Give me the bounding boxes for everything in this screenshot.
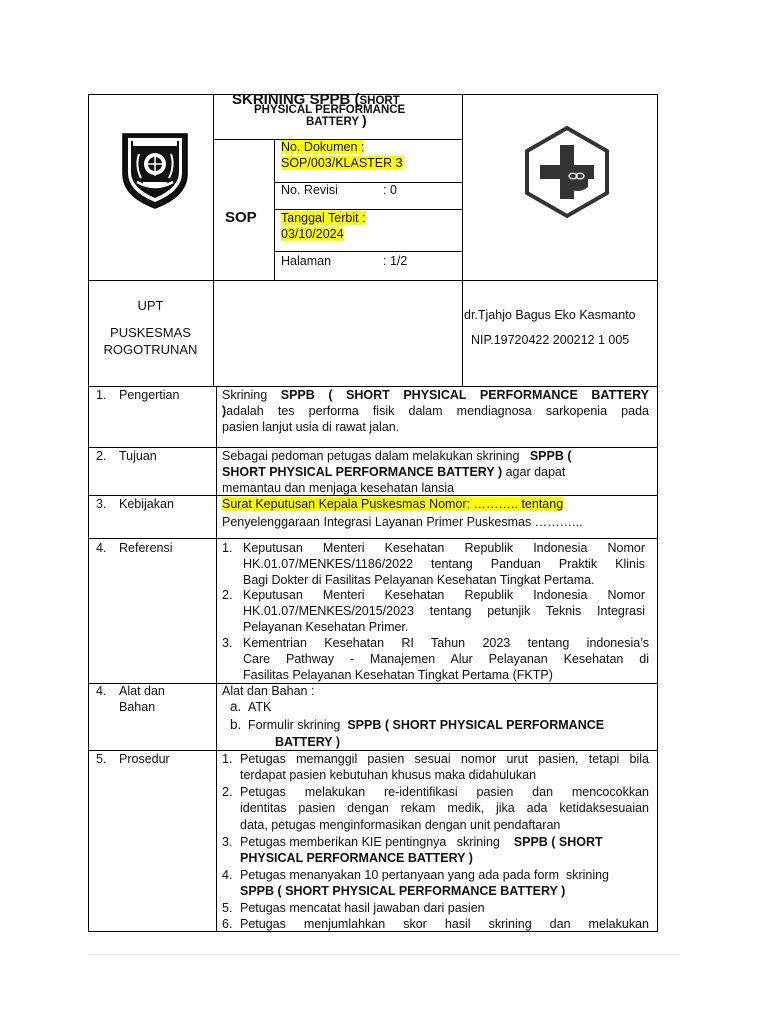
kebijakan-line1: Surat Keputusan Kepala Puskesmas Nomor: ……….. tentang (222, 497, 564, 511)
alat-item-a: ATK (248, 700, 272, 714)
regency-shield-emblem-icon (119, 130, 191, 210)
referensi-1-line1: Keputusan Menteri Kesehatan Republik Indonesia Nomor (243, 541, 645, 555)
tujuan-line1: Sebagai pedoman petugas dalam melakukan skrining SPPB ( (222, 449, 572, 463)
section-title-bahan: Bahan (119, 700, 156, 714)
alat-item-b: Formulir skrining SPPB ( SHORT PHYSICAL PERFORMANCE (248, 718, 605, 732)
section-title-tujuan: Tujuan (119, 449, 157, 463)
body-divider (216, 386, 217, 932)
signer-name: dr.Tjahjo Bagus Eko Kasmanto (464, 308, 636, 322)
alat-item-b-marker: b. (230, 717, 242, 732)
section-number: 1. (96, 388, 107, 402)
prosedur-4-line2: SPPB ( SHORT PHYSICAL PERFORMANCE BATTERY ) (240, 884, 566, 898)
section-number: 3. (96, 497, 107, 511)
list-item-marker: 5. (222, 901, 233, 915)
issue-date-value: 03/10/2024 (281, 227, 344, 241)
alat-item-a-marker: a. (230, 699, 242, 714)
referensi-2-line3: Pelayanan Kesehatan Primer. (243, 620, 409, 634)
list-item-marker: 2. (222, 785, 233, 799)
row4-bottom (88, 683, 658, 684)
section-title-kebijakan: Kebijakan (119, 497, 174, 511)
prosedur-3-line2: PHYSICAL PERFORMANCE BATTERY ) (240, 851, 473, 865)
puskesmas-name-line1: PUSKESMAS (110, 325, 191, 340)
kebijakan-line2: Penyelenggaraan Integrasi Layanan Primer Puskesmas ………... (222, 515, 583, 529)
header-divider-1 (213, 94, 214, 386)
referensi-2-line1: Keputusan Menteri Kesehatan Republik Indonesia Nomor (243, 588, 645, 602)
prosedur-1-line2: terdapat pasien kebutuhan khusus maka didahulukan (240, 768, 537, 782)
list-item-marker: 4. (222, 868, 233, 882)
prosedur-2-line2: identitas pasien dengan rekam medik, jika ada ketidaksesuaian (240, 801, 649, 815)
header-divider-2 (462, 94, 463, 386)
prosedur-3-line1: Petugas memberikan KIE pentingnya skrining SPPB ( SHORT (240, 835, 603, 849)
pengertian-line2: )adalah tes performa fisik dalam mendiagnosa sarkopenia pada (222, 404, 649, 418)
section-title-pengertian: Pengertian (119, 388, 180, 402)
page-label: Halaman (281, 254, 332, 268)
prosedur-2-line1: Petugas melakukan re-identifikasi pasien dan mencocokkan (240, 785, 649, 799)
puskesmas-cross-logo-icon (520, 125, 614, 219)
section-title-referensi: Referensi (119, 541, 173, 555)
section-number: 4. (96, 684, 107, 698)
table-border-left (88, 94, 89, 932)
referensi-2-line2: HK.01.07/MENKES/2015/2023 tentang petunjik Teknis Integrasi (243, 604, 645, 618)
prosedur-6-line1: Petugas menjumlahkan skor hasil skrining dan melakukan (240, 917, 649, 931)
list-item-marker: 3. (222, 636, 233, 650)
referensi-3-line2: Care Pathway - Manajemen Alur Pelayanan Kesehatan di (243, 652, 649, 666)
page-break-divider (88, 954, 680, 955)
list-item-marker: 1. (222, 752, 233, 766)
doc-title: SKRINING SPPB (SHORT (232, 91, 400, 108)
signer-nip: NIP.19720422 200212 1 005 (471, 333, 630, 347)
referensi-1-line3: Bagi Dokter di Fasilitas Pelayanan Kesehatan Tingkat Pertama. (243, 573, 595, 587)
pengertian-line1: Skrining SPPB ( SHORT PHYSICAL PERFORMANCE BATTERY (222, 388, 649, 402)
page-value: : 1/2 (383, 254, 408, 268)
row-terbit-underline (274, 251, 462, 252)
prosedur-2-line3: data, petugas menginformasikan dengan unit pendaftaran (240, 818, 561, 832)
prosedur-4-line1: Petugas menanyakan 10 pertanyaan yang ada pada form skrining (240, 868, 610, 882)
list-item-marker: 1. (222, 541, 233, 555)
list-item-marker: 2. (222, 588, 233, 602)
list-item-marker: 6. (222, 917, 233, 931)
table-border-right (657, 94, 658, 932)
tujuan-line2: SHORT PHYSICAL PERFORMANCE BATTERY ) agar dapat (222, 465, 566, 479)
section-number: 2. (96, 449, 107, 463)
upt-label: UPT (137, 298, 164, 313)
issue-date-label: Tanggal Terbit : (281, 211, 366, 225)
sop-label: SOP (225, 209, 257, 226)
referensi-3-line1: Kementrian Kesehatan RI Tahun 2023 tentang indonesia’s (243, 636, 649, 650)
section-title-prosedur: Prosedur (119, 752, 170, 766)
prosedur-1-line1: Petugas memanggil pasien sesuai nomor urut pasien, tetapi bila (240, 752, 649, 766)
revision-value: : 0 (383, 183, 397, 197)
puskesmas-name-line2: ROGOTRUNAN (103, 342, 198, 357)
doc-number-value: SOP/003/KLASTER 3 (281, 156, 403, 170)
section-number: 5. (96, 752, 107, 766)
row3-bottom (88, 538, 658, 539)
list-item-marker: 3. (222, 835, 233, 849)
referensi-1-line2: HK.01.07/MENKES/1186/2022 tentang Panduan Praktik Klinis (243, 557, 645, 571)
tujuan-line3: memantau dan menjaga kesehatan lansia (222, 481, 455, 495)
doc-title-line3: BATTERY ) (306, 112, 367, 128)
revision-label: No. Revisi (281, 183, 338, 197)
alat-intro: Alat dan Bahan : (222, 684, 315, 698)
referensi-3-line3: Fasilitas Pelayanan Kesehatan Tingkat Pertama (FKTP) (243, 668, 553, 682)
section-number: 4. (96, 541, 107, 555)
header-row1-bottom (88, 280, 658, 281)
section-title-alat: Alat dan (119, 684, 165, 698)
pengertian-line3: pasien lanjut usia di rawat jalan. (222, 420, 400, 434)
prosedur-5-line1: Petugas mencatat hasil jawaban dari pasien (240, 901, 485, 915)
doc-number-label: No. Dokumen : (281, 140, 365, 154)
alat-item-b-cont: BATTERY ) (275, 735, 341, 749)
doc-title-line2: PHYSICAL PERFORMANCE (254, 104, 406, 116)
